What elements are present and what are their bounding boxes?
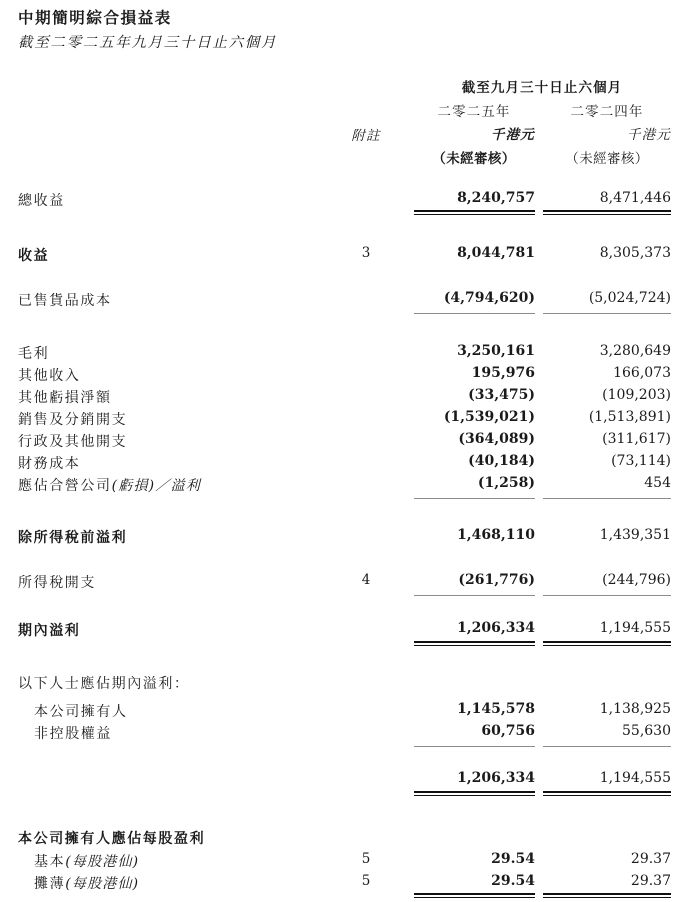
row-value-previous: 29.37	[630, 873, 671, 889]
row-value-previous: 1,439,351	[599, 527, 671, 543]
rule-non-controlling-current	[414, 746, 535, 747]
row-value-current: (40,184)	[468, 453, 535, 469]
row-value-previous: (109,203)	[602, 387, 671, 403]
page-subtitle: 截至二零二五年九月三十日止六個月	[18, 35, 278, 51]
table-row-gross-profit	[0, 343, 673, 365]
row-label: 財務成本	[18, 456, 81, 472]
row-label-main: 基本	[34, 854, 66, 870]
row-value-previous: 166,073	[613, 365, 671, 381]
column-header-current-audit-status: （未經審核）	[432, 151, 516, 167]
table-row-selling-distribution-expenses	[0, 409, 673, 431]
table-row-attributable-header	[0, 673, 673, 695]
row-label: 行政及其他開支	[18, 434, 128, 450]
row-value-previous: (73,114)	[611, 453, 671, 469]
double-rule-total-revenue-previous	[543, 210, 671, 215]
row-value-previous: 29.37	[630, 851, 671, 867]
row-label: 其他收入	[18, 368, 81, 384]
row-label	[34, 851, 139, 871]
table-row-administrative-other-expenses	[0, 431, 673, 453]
double-rule-profit-for-period-previous	[543, 641, 671, 646]
row-value-previous: (5,024,724)	[588, 290, 671, 306]
row-label: 所得稅開支	[18, 575, 96, 591]
row-value-current: (33,475)	[468, 387, 535, 403]
column-header-note: 附註	[351, 128, 381, 144]
row-value-current: 1,206,334	[457, 620, 535, 636]
table-row-income-tax-expense	[0, 572, 673, 594]
row-value-previous: (1,513,891)	[588, 409, 671, 425]
table-row-share-of-joint-ventures	[0, 475, 673, 497]
table-row-other-income	[0, 365, 673, 387]
row-value-current: 29.54	[491, 851, 535, 867]
row-label-unit: (每股港仙)	[65, 876, 140, 892]
row-value-current: 8,240,757	[457, 190, 535, 206]
table-row-attributable-total	[0, 770, 673, 792]
row-value-previous: 3,280,649	[599, 343, 671, 359]
rule-income-tax-previous	[543, 595, 671, 596]
column-header-previous-unit: 千港元	[626, 127, 671, 143]
row-note: 5	[361, 873, 371, 889]
row-label	[18, 475, 201, 495]
row-label: 本公司擁有人	[34, 704, 128, 720]
row-label-main: 攤薄	[34, 876, 66, 892]
row-note: 4	[361, 572, 371, 588]
row-value-current: (1,258)	[477, 475, 535, 491]
row-value-current: 1,145,578	[457, 701, 535, 717]
row-label: 銷售及分銷開支	[18, 412, 128, 428]
table-row-other-losses-net	[0, 387, 673, 409]
row-value-current: 1,468,110	[457, 527, 535, 543]
table-row-eps-diluted	[0, 873, 673, 895]
table-row-total-revenue	[0, 190, 673, 212]
double-rule-total-revenue-current	[414, 210, 535, 215]
row-label: 非控股權益	[34, 726, 112, 742]
row-value-current: 8,044,781	[457, 245, 535, 261]
row-label: 總收益	[18, 193, 65, 209]
row-value-previous: (244,796)	[602, 572, 671, 588]
table-row-revenue	[0, 245, 673, 267]
row-value-current: (4,794,620)	[443, 290, 535, 306]
row-note: 5	[361, 851, 371, 867]
row-value-current: 3,250,161	[457, 343, 535, 359]
row-label	[34, 873, 139, 893]
row-value-current: (1,539,021)	[443, 409, 535, 425]
column-header-previous-audit-status: （未經審核）	[565, 151, 649, 167]
double-rule-eps-current	[414, 893, 535, 898]
row-value-previous: 1,138,925	[599, 701, 671, 717]
row-value-previous: (311,617)	[602, 431, 671, 447]
row-value-previous: 1,194,555	[599, 620, 671, 636]
rule-cost-of-goods-sold-current	[414, 313, 535, 314]
table-row-eps-basic	[0, 851, 673, 873]
table-row-finance-costs	[0, 453, 673, 475]
row-label: 毛利	[18, 346, 50, 362]
row-value-current: 1,206,334	[457, 770, 535, 786]
row-value-current: 195,976	[471, 365, 535, 381]
table-row-cost-of-goods-sold	[0, 290, 673, 312]
column-header-current-year: 二零二五年	[437, 104, 511, 120]
row-value-current: (364,089)	[458, 431, 535, 447]
rule-cost-of-goods-sold-previous	[543, 313, 671, 314]
table-row-owners-of-the-company	[0, 701, 673, 723]
row-value-current: 60,756	[481, 723, 535, 739]
double-rule-eps-previous	[543, 893, 671, 898]
column-header-period-span: 截至九月三十日止六個月	[461, 80, 623, 96]
row-value-previous: 55,630	[622, 723, 671, 739]
row-label-unit: (每股港仙)	[65, 854, 140, 870]
row-label: 已售貨品成本	[18, 293, 112, 309]
page-title: 中期簡明綜合損益表	[18, 8, 172, 27]
row-value-previous: 8,471,446	[599, 190, 671, 206]
row-label-main: 應佔合營公司	[18, 478, 112, 494]
row-value-current: (261,776)	[458, 572, 535, 588]
rule-non-controlling-previous	[543, 746, 671, 747]
row-label: 收益	[18, 248, 50, 264]
double-rule-attributable-total-previous	[543, 791, 671, 796]
double-rule-profit-for-period-current	[414, 641, 535, 646]
row-note: 3	[361, 245, 371, 261]
column-header-previous-year: 二零二四年	[570, 104, 644, 120]
table-row-profit-for-the-period	[0, 620, 673, 642]
row-value-previous: 8,305,373	[599, 245, 671, 261]
row-label: 本公司擁有人應佔每股盈利	[18, 831, 206, 847]
row-value-previous: 1,194,555	[599, 770, 671, 786]
row-label: 以下人士應佔期內溢利：	[18, 676, 190, 692]
table-row-profit-before-income-tax	[0, 527, 673, 549]
row-value-current: 29.54	[491, 873, 535, 889]
table-row-non-controlling-interests	[0, 723, 673, 745]
rule-share-of-joint-ventures-current	[414, 498, 535, 499]
table-row-eps-header	[0, 828, 673, 850]
row-label-tail: (虧損)／溢利	[111, 478, 201, 494]
double-rule-attributable-total-current	[414, 791, 535, 796]
rule-income-tax-current	[414, 595, 535, 596]
row-label: 除所得稅前溢利	[18, 530, 128, 546]
row-value-previous: 454	[644, 475, 671, 491]
row-label: 其他虧損淨額	[18, 390, 112, 406]
row-label: 期內溢利	[18, 623, 81, 639]
rule-share-of-joint-ventures-previous	[543, 498, 671, 499]
column-header-current-unit: 千港元	[490, 127, 535, 143]
